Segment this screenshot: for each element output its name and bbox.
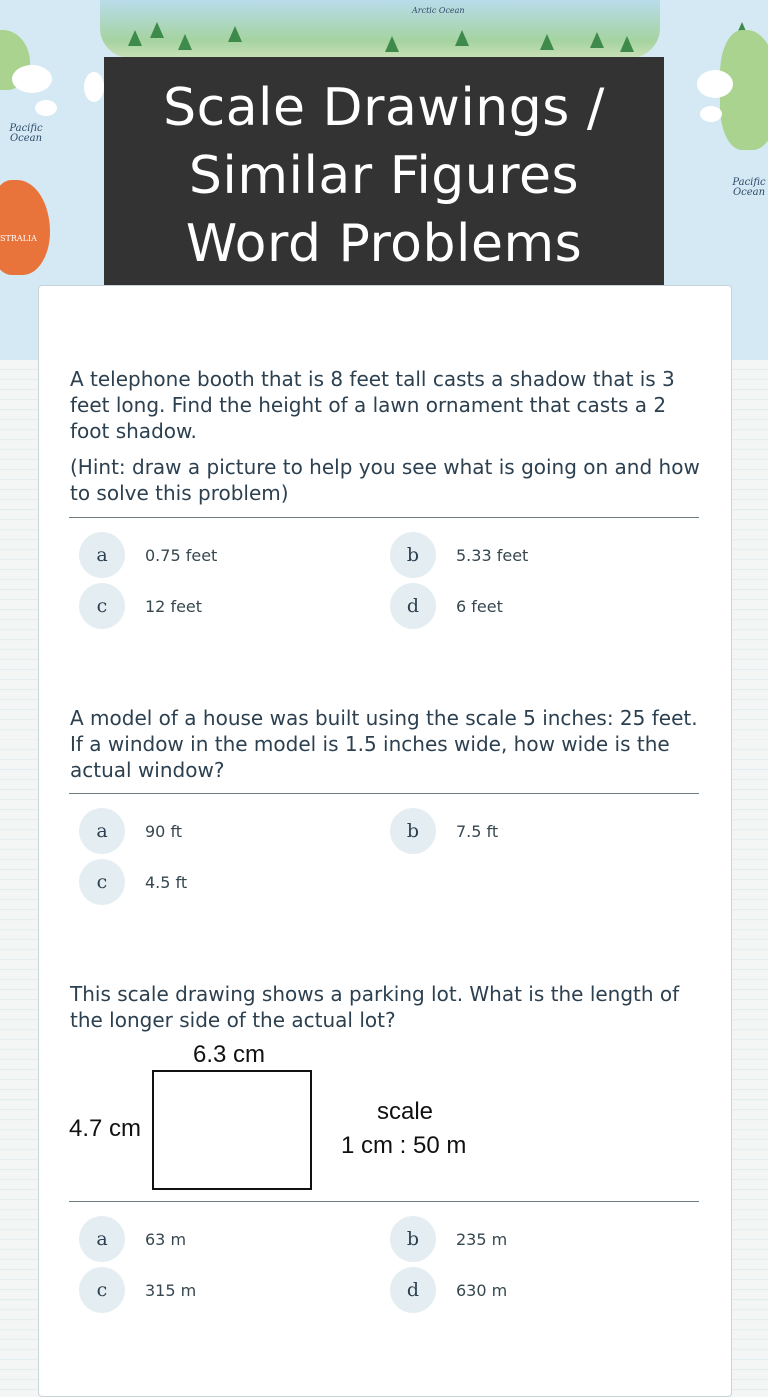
- choice-letter: d: [390, 583, 436, 629]
- cloud-icon: [697, 70, 733, 98]
- title-line-1: Scale Drawings /: [163, 78, 605, 138]
- pacific-ocean-label-right: Pacific Ocean: [732, 177, 766, 198]
- continent-shape: [0, 180, 50, 275]
- q3-choice-d[interactable]: [390, 1267, 507, 1313]
- choice-text: 90 ft: [145, 821, 183, 841]
- question-2-text: A model of a house was built using the scale 5 inches: 25 feet. If a window in the model is 1.5 inches wide, how wide is the actual window?: [70, 706, 698, 782]
- choice-letter: b: [390, 1216, 436, 1262]
- tree-icon: [150, 22, 164, 38]
- tree-icon: [590, 32, 604, 48]
- choice-text: 315 m: [145, 1280, 197, 1300]
- choice-text: 6 feet: [456, 596, 503, 616]
- tree-icon: [540, 34, 554, 50]
- figure-top-length-label: 6.3 cm: [193, 1041, 266, 1068]
- choice-letter: a: [79, 1216, 125, 1262]
- choice-letter: a: [79, 808, 125, 854]
- worksheet-sheet: [38, 285, 732, 1397]
- q1-choice-b[interactable]: [390, 532, 528, 578]
- tree-icon: [228, 26, 242, 42]
- tree-icon: [455, 30, 469, 46]
- q3-choice-b[interactable]: [390, 1216, 507, 1262]
- tree-icon: [620, 36, 634, 52]
- choice-text: 630 m: [456, 1280, 508, 1300]
- cloud-icon: [12, 65, 52, 93]
- australia-label: STRALIA: [0, 234, 37, 243]
- question-1-text: A telephone booth that is 8 feet tall casts a shadow that is 3 feet long. Find the height of a lawn ornament that casts a 2 foot shadow.: [70, 367, 675, 443]
- parking-lot-rectangle: [152, 1070, 312, 1190]
- q3-choice-c[interactable]: [79, 1267, 196, 1313]
- question-1-hint: (Hint: draw a picture to help you see what is going on and how to solve this problem): [70, 455, 700, 505]
- choice-text: 63 m: [145, 1229, 187, 1249]
- q2-choice-a[interactable]: [79, 808, 182, 854]
- tree-icon: [128, 30, 142, 46]
- tree-icon: [385, 36, 399, 52]
- choice-letter: c: [79, 583, 125, 629]
- q3-choice-a[interactable]: [79, 1216, 186, 1262]
- figure-side-length-label: 4.7 cm: [69, 1115, 142, 1142]
- cloud-icon: [700, 106, 722, 122]
- cloud-icon: [84, 72, 104, 102]
- choice-letter: d: [390, 1267, 436, 1313]
- question-2: [70, 705, 700, 783]
- arctic-ocean-label: Arctic Ocean: [412, 6, 465, 15]
- q1-choice-a[interactable]: [79, 532, 217, 578]
- choice-letter: b: [390, 808, 436, 854]
- tree-icon: [178, 34, 192, 50]
- divider: [69, 1201, 699, 1202]
- choice-text: 4.5 ft: [145, 872, 188, 892]
- divider: [69, 793, 699, 794]
- title-line-3: Word Problems: [185, 214, 583, 274]
- worksheet-title-box: [104, 57, 664, 285]
- choice-text: 5.33 feet: [456, 545, 529, 565]
- question-3: [70, 981, 700, 1033]
- q2-choice-c[interactable]: [79, 859, 187, 905]
- choice-letter: c: [79, 859, 125, 905]
- choice-text: 0.75 feet: [145, 545, 218, 565]
- q2-choice-b[interactable]: [390, 808, 498, 854]
- choice-letter: c: [79, 1267, 125, 1313]
- scale-ratio: 1 cm : 50 m: [341, 1132, 467, 1159]
- scale-title: scale: [377, 1098, 434, 1125]
- choice-text: 7.5 ft: [456, 821, 499, 841]
- choice-letter: b: [390, 532, 436, 578]
- cloud-icon: [35, 100, 57, 116]
- question-3-text: This scale drawing shows a parking lot. What is the length of the longer side of the actual lot?: [70, 982, 680, 1032]
- choice-text: 12 feet: [145, 596, 203, 616]
- title-line-2: Similar Figures: [188, 146, 580, 206]
- choice-text: 235 m: [456, 1229, 508, 1249]
- divider: [69, 517, 699, 518]
- q1-choice-d[interactable]: [390, 583, 503, 629]
- worksheet-title: [143, 64, 625, 278]
- pacific-ocean-label-left: Pacific Ocean: [9, 123, 43, 144]
- choice-letter: a: [79, 532, 125, 578]
- q1-choice-c[interactable]: [79, 583, 202, 629]
